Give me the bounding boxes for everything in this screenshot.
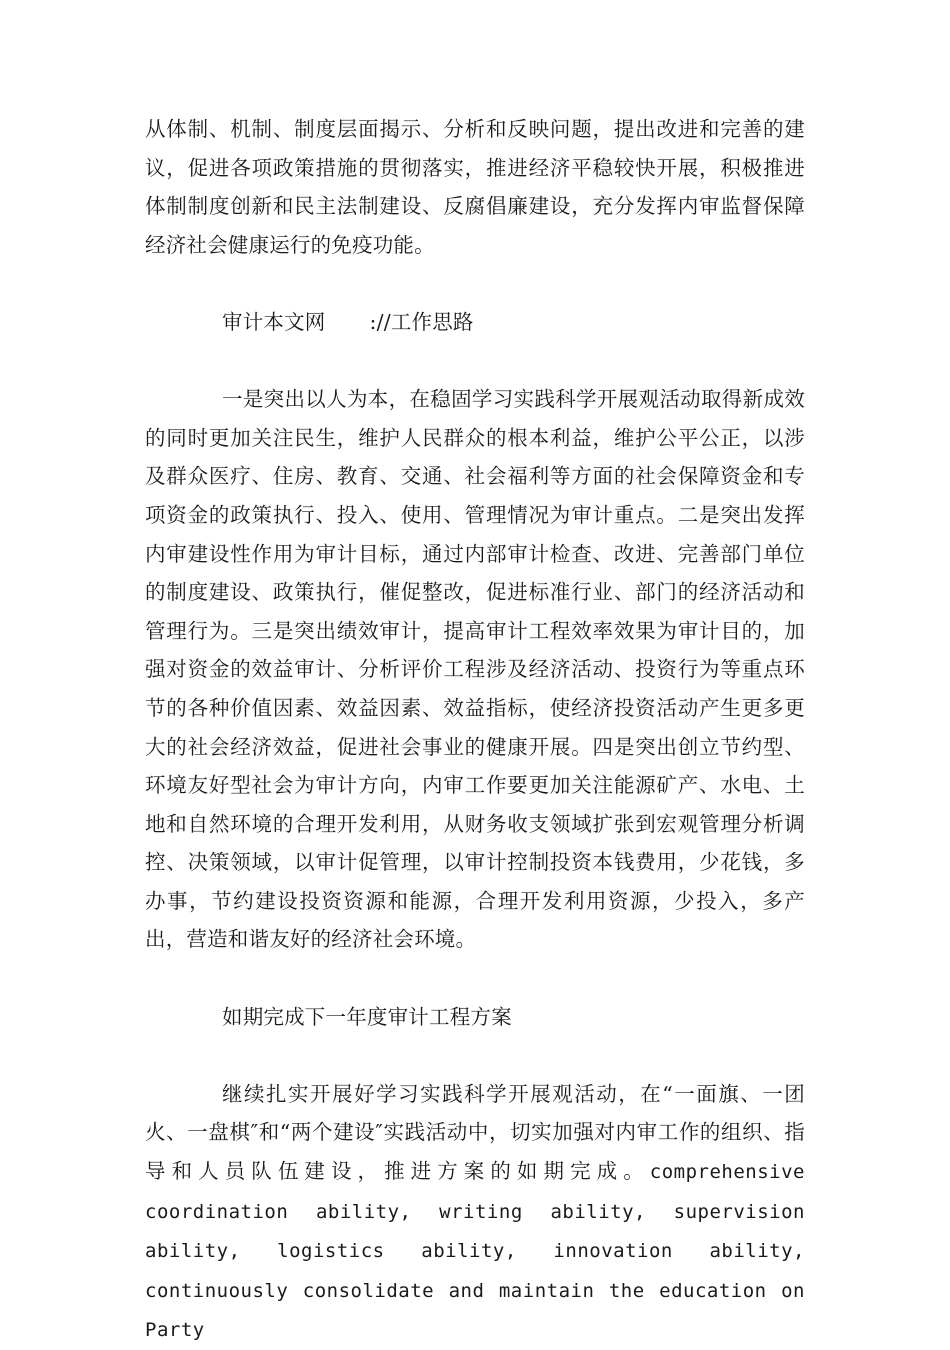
paragraph-work-ideas: 一是突出以人为本，在稳固学习实践科学开展观活动取得新成效的同时更加关注民生，维护人民群众的根本利益，维护公平公正，以涉及群众医疗、住房、教育、交通、社会福利等方面的社会保障资金和专项资金的政策执行、投入、使用、管理情况为审计重点。二是突出发挥内审建设性作用为审计目标，通过内部审计检查、改进、完善部门单位的制度建设、政策执行，催促整改，促进标准行业、部门的经济活动和管理行为。三是突出绩效审计，提高审计工程效率效果为审计目的，加强对资金的效益审计、分析评价工程涉及经济活动、投资行为等重点环节的各种价值因素、效益因素、效益指标，使经济投资活动产生更多更大的社会经济效益，促进社会事业的健康开展。四是突出创立节约型、环境友好型社会为审计方向，内审工作要更加关注能源矿产、水电、土地和自然环境的合理开发利用，从财务收支领域扩张到宏观管理分析调控、决策领域，以审计促管理，以审计控制投资本钱费用，少花钱，多办事，节约建设投资资源和能源，合理开发利用资源，少投入，多产出，营造和谐友好的经济社会环境。 [145, 387, 805, 952]
paragraph-gap [145, 264, 805, 303]
heading-title: ://工作思路 [369, 309, 474, 334]
paragraph-annual-plan [145, 1075, 805, 1350]
section-heading-work-ideas [145, 303, 805, 342]
document-body [145, 110, 805, 1350]
paragraph-gap [145, 342, 805, 381]
paragraph-intro: 从体制、机制、制度层面揭示、分析和反映问题，提出改进和完善的建议，促进各项政策措施的贯彻落实，推进经济平稳较快开展，积极推进体制制度创新和民主法制建设、反腐倡廉建设，充分发挥内审监督保障经济社会健康运行的免疫功能。 [145, 117, 805, 257]
paragraph-gap [145, 1036, 805, 1075]
paragraph-gap [145, 959, 805, 998]
paragraph-annual-plan-en: comprehensive coordination ability, writing ability, supervision ability, logistics ability, innovation ability, continuously consolidate and maintain the education on Party [145, 1161, 805, 1342]
heading-source-label: 审计本文网 [222, 309, 326, 334]
paragraph-annual-plan-cn: 继续扎实开展好学习实践科学开展观活动，在“一面旗、一团火、一盘棋″和“两个建设″实践活动中，切实加强对内审工作的组织、指导和人员队伍建设，推进方案的如期完成。 [145, 1081, 805, 1184]
section-heading-annual-plan: 如期完成下一年度审计工程方案 [222, 1004, 512, 1029]
